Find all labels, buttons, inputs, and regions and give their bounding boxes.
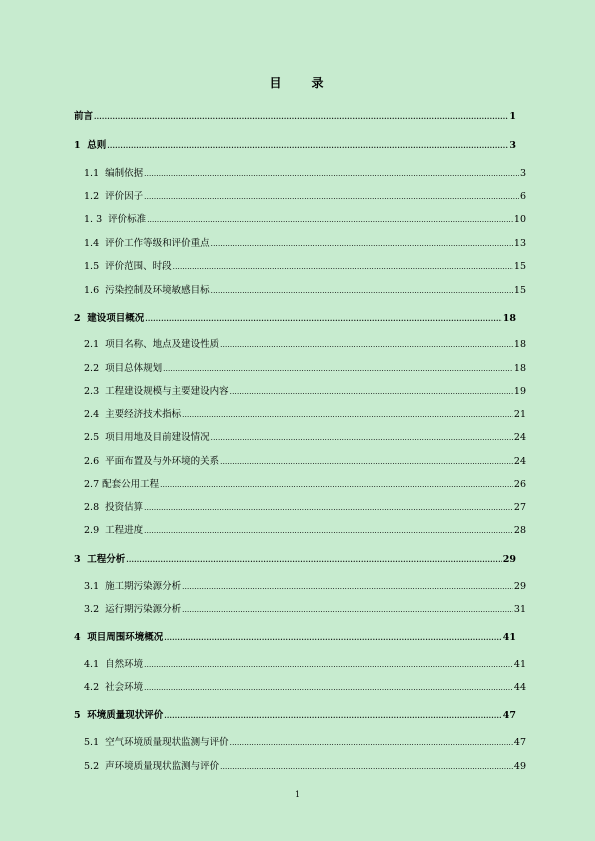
toc-entry-page: 49: [513, 761, 526, 772]
toc-entry-number: 2.3: [84, 386, 106, 397]
toc-section-entry[interactable]: [84, 580, 526, 594]
toc-entry-page: 41: [502, 632, 516, 643]
toc-entry-number: 5.2: [84, 761, 106, 772]
toc-dot-leader: [182, 408, 513, 422]
toc-dot-leader: [220, 455, 513, 469]
toc-entry-page: 6: [519, 191, 526, 202]
toc-title: [0, 74, 595, 91]
toc-entry-page: 28: [513, 525, 526, 536]
toc-section-entry[interactable]: [84, 681, 526, 695]
toc-dot-leader: [147, 213, 513, 227]
toc-entry-page: 19: [513, 386, 526, 397]
toc-entry-label: 自然环境: [105, 659, 144, 670]
toc-chapter-entry[interactable]: [74, 110, 516, 124]
toc-entry-number: 2.8: [84, 502, 106, 513]
toc-entry-page: 41: [513, 659, 526, 670]
toc-entry-number: 3.1: [84, 581, 106, 592]
toc-entry-number: 2.6: [84, 456, 106, 467]
toc-dot-leader: [230, 385, 513, 399]
toc-entry-number: 2.4: [84, 409, 106, 420]
toc-entry-label: 声环境质量现状监测与评价: [105, 761, 220, 772]
toc-dot-leader: [145, 312, 502, 326]
toc-entry-label: 平面布置及与外环境的关系: [105, 456, 220, 467]
toc-dot-leader: [164, 631, 502, 645]
toc-dot-leader: [144, 190, 519, 204]
toc-entry-number: 1.2: [84, 191, 106, 202]
toc-dot-leader: [211, 237, 513, 251]
toc-entry-label: 编制依据: [105, 168, 144, 179]
toc-section-entry[interactable]: [84, 338, 526, 352]
toc-entry-label: 配套公用工程: [102, 479, 160, 490]
toc-title-char-2: 录: [311, 76, 326, 90]
toc-dot-leader: [211, 284, 513, 298]
toc-entry-page: 24: [513, 456, 526, 467]
toc-entry-page: 47: [513, 737, 526, 748]
toc-entry-label: 评价范围、时段: [105, 261, 172, 272]
toc-entry-number: 2: [74, 313, 88, 324]
toc-dot-leader: [182, 603, 513, 617]
toc-entry-page: 29: [513, 581, 526, 592]
toc-chapter-entry[interactable]: [74, 139, 516, 153]
toc-dot-leader: [144, 501, 513, 515]
toc-entry-label: 工程分析: [87, 554, 126, 565]
toc-section-entry[interactable]: [84, 431, 526, 445]
toc-dot-leader: [220, 338, 513, 352]
toc-section-entry[interactable]: [84, 603, 526, 617]
toc-dot-leader: [94, 110, 508, 124]
toc-title-char-1: 目: [269, 76, 284, 90]
toc-section-entry[interactable]: [84, 260, 526, 274]
toc-entry-page: 26: [513, 479, 526, 490]
toc-dot-leader: [164, 709, 502, 723]
toc-chapter-entry[interactable]: [74, 709, 516, 723]
toc-dot-leader: [230, 736, 513, 750]
toc-dot-leader: [144, 167, 519, 181]
toc-entry-label: 环境质量现状评价: [87, 710, 164, 721]
toc-section-entry[interactable]: [84, 501, 526, 515]
toc-entry-page: 44: [513, 682, 526, 693]
toc-entry-number: 1. 3: [84, 214, 109, 225]
toc-entry-number: 2.2: [84, 363, 106, 374]
toc-section-entry[interactable]: [84, 524, 526, 538]
toc-entry-page: 3: [509, 140, 516, 151]
toc-section-entry[interactable]: [84, 213, 526, 227]
toc-entry-label: 项目总体规划: [105, 363, 163, 374]
toc-entry-page: 3: [519, 168, 526, 179]
toc-dot-leader: [220, 760, 513, 774]
toc-entry-page: 18: [502, 313, 516, 324]
toc-entry-page: 27: [513, 502, 526, 513]
toc-dot-leader: [126, 553, 502, 567]
toc-entry-number: 3.2: [84, 604, 106, 615]
toc-entry-number: 4.1: [84, 659, 106, 670]
toc-entry-label: 评价因子: [105, 191, 144, 202]
toc-entry-page: 1: [509, 111, 516, 122]
toc-dot-leader: [160, 478, 513, 492]
toc-chapter-entry[interactable]: [74, 553, 516, 567]
toc-entry-page: 31: [513, 604, 526, 615]
toc-entry-number: 5: [74, 710, 88, 721]
toc-entry-number: 1: [74, 140, 88, 151]
toc-entry-label: 施工期污染源分析: [105, 581, 182, 592]
toc-entry-label: 项目名称、地点及建设性质: [105, 339, 220, 350]
toc-entry-page: 18: [513, 363, 526, 374]
toc-section-entry[interactable]: [84, 362, 526, 376]
toc-section-entry[interactable]: [84, 167, 526, 181]
toc-dot-leader: [144, 681, 513, 695]
toc-entry-number: 4.2: [84, 682, 106, 693]
toc-entry-label: 项目周围环境概况: [87, 632, 164, 643]
toc-section-entry[interactable]: [84, 760, 526, 774]
toc-section-entry[interactable]: [84, 455, 526, 469]
toc-entry-label: 工程进度: [105, 525, 144, 536]
toc-entry-page: 13: [513, 238, 526, 249]
page-number: 1: [294, 790, 301, 799]
toc-entry-number: 1.1: [84, 168, 106, 179]
toc-section-entry[interactable]: [84, 658, 526, 672]
toc-entry-page: 18: [513, 339, 526, 350]
toc-dot-leader: [163, 362, 513, 376]
toc-entry-label: 投资估算: [105, 502, 144, 513]
toc-entry-page: 15: [513, 285, 526, 296]
toc-entry-page: 21: [513, 409, 526, 420]
toc-entry-label: 项目用地及目前建设情况: [105, 432, 210, 443]
toc-entry-number: 4: [74, 632, 88, 643]
toc-entry-number: 1.6: [84, 285, 106, 296]
toc-entry-page: 29: [502, 554, 516, 565]
toc-chapter-entry[interactable]: [74, 631, 516, 645]
toc-section-entry[interactable]: [84, 408, 526, 422]
toc-entry-label: 社会环境: [105, 682, 144, 693]
toc-dot-leader: [211, 431, 513, 445]
toc-entry-label: 污染控制及环境敏感目标: [105, 285, 210, 296]
toc-dot-leader: [182, 580, 513, 594]
toc-entry-label: 前言: [74, 111, 94, 122]
toc-dot-leader: [107, 139, 508, 153]
toc-section-entry[interactable]: [84, 190, 526, 204]
toc-entry-label: 空气环境质量现状监测与评价: [105, 737, 229, 748]
toc-entry-page: 10: [513, 214, 526, 225]
toc-dot-leader: [144, 658, 513, 672]
toc-section-entry[interactable]: [84, 284, 526, 298]
toc-entry-number: 2.5: [84, 432, 106, 443]
toc-entry-number: 5.1: [84, 737, 106, 748]
toc-entry-number: 2.9: [84, 525, 106, 536]
toc-entry-label: 总则: [87, 140, 107, 151]
toc-entry-label: 运行期污染源分析: [105, 604, 182, 615]
toc-entry-number: 3: [74, 554, 88, 565]
toc-section-entry[interactable]: [84, 385, 526, 399]
toc-entry-label: 工程建设规模与主要建设内容: [105, 386, 229, 397]
toc-dot-leader: [173, 260, 513, 274]
toc-section-entry[interactable]: [84, 736, 526, 750]
toc-entry-label: 评价工作等级和评价重点: [105, 238, 210, 249]
toc-chapter-entry[interactable]: [74, 312, 516, 326]
toc-entry-number: 1.4: [84, 238, 106, 249]
toc-entry-label: 评价标准: [108, 214, 147, 225]
toc-section-entry[interactable]: [84, 237, 526, 251]
toc-entry-number: 1.5: [84, 261, 106, 272]
toc-dot-leader: [144, 524, 513, 538]
toc-entry-label: 主要经济技术指标: [105, 409, 182, 420]
toc-entry-page: 47: [502, 710, 516, 721]
toc-entry-label: 建设项目概况: [87, 313, 145, 324]
toc-entry-number: 2.1: [84, 339, 106, 350]
toc-entry-page: 24: [513, 432, 526, 443]
toc-entry-page: 15: [513, 261, 526, 272]
toc-section-entry[interactable]: [84, 478, 526, 492]
toc-entry-number: 2.7: [84, 479, 103, 490]
